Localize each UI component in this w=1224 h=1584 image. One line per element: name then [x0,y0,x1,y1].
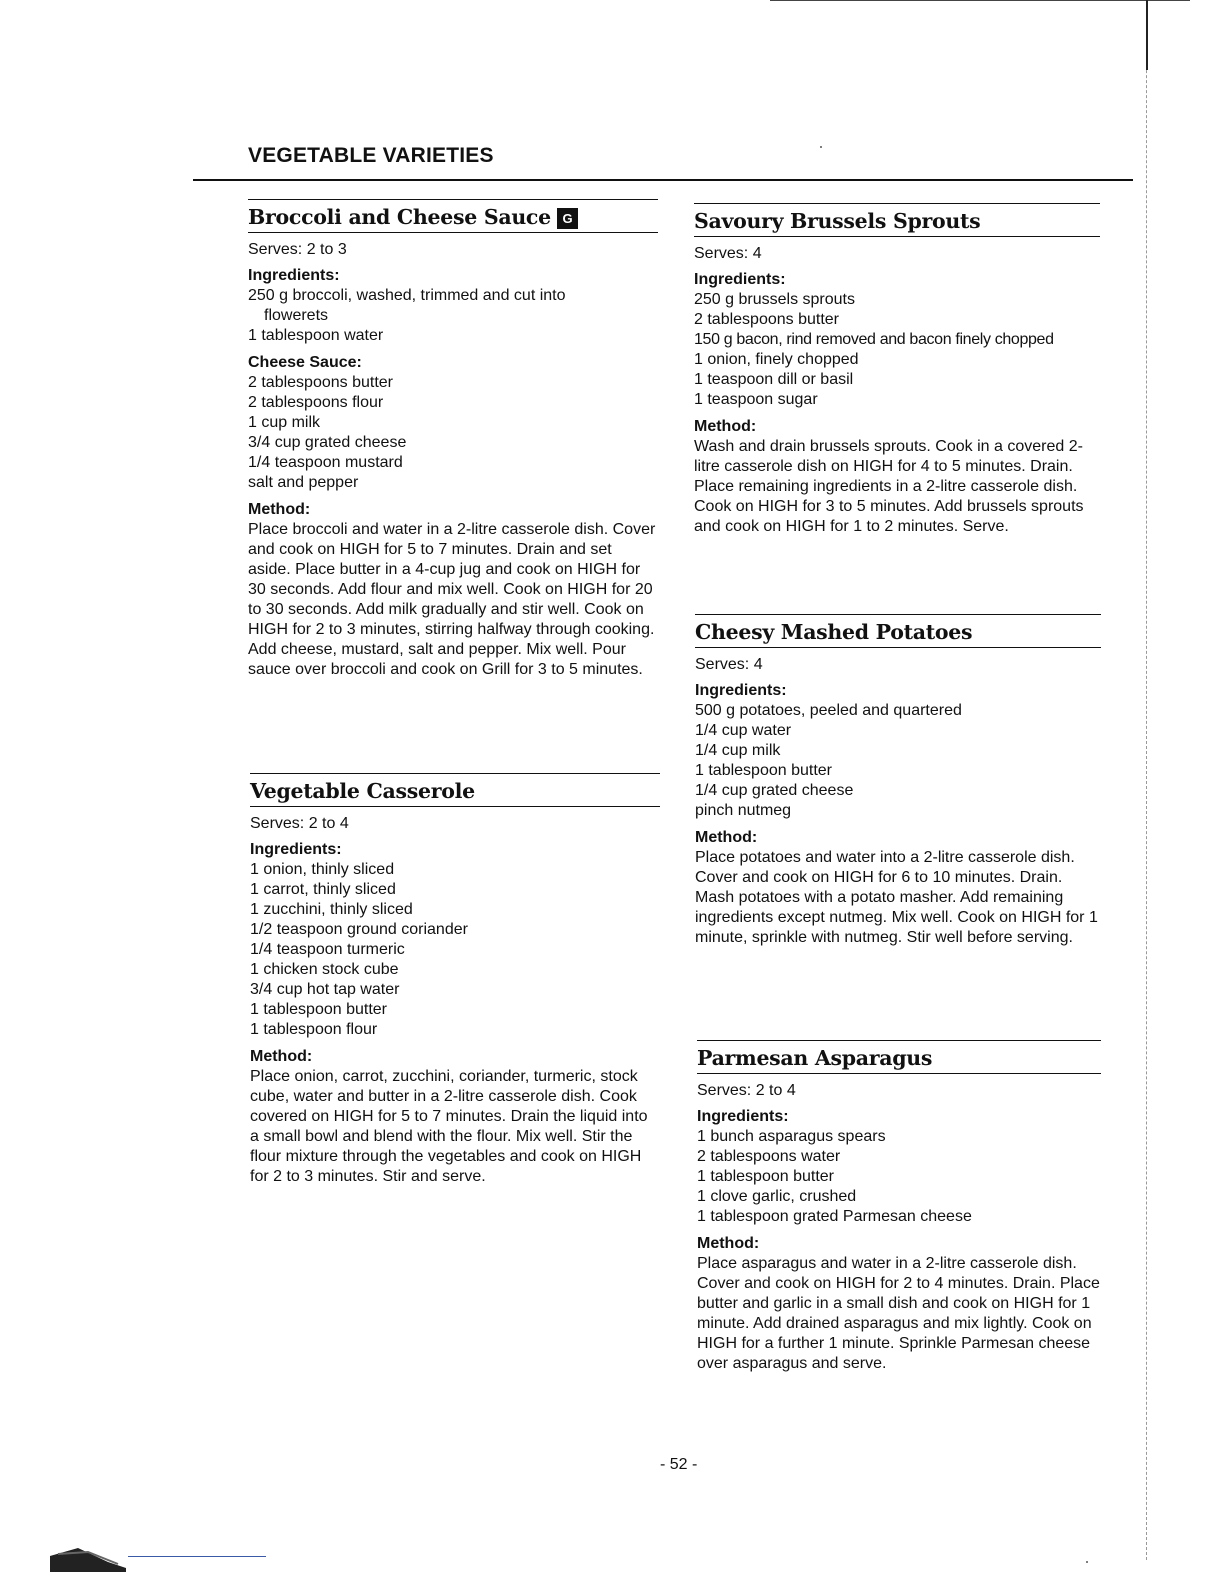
recipe-title-rule [695,647,1101,648]
method-text: Place broccoli and water in a 2-litre casserole dish. Cover and cook on HIGH for 5 to 7 minutes. Drain and set aside. Place butter in a 4-cup jug and cook on HIGH for 30 seconds. Add flour and mix well. Cook on HIGH for 20 to 30 seconds. Add milk gradually and stir well. Cook on HIGH for 2 to 3 minutes, stirring halfway through cooking. Add cheese, mustard, salt and pepper. Mix well. Pour sauce over broccoli and cook on Grill for 3 to 5 minutes. [248,521,656,678]
ingredient-item: 1 tablespoon butter [695,762,832,779]
ingredient-item: 1/4 cup milk [695,742,781,759]
serves-text: Serves: 2 to 3 [248,241,347,258]
ingredient-item: 2 tablespoons butter [694,311,839,328]
recipe-potatoes [695,614,1101,948]
ingredient-item: 2 tablespoons butter [248,374,393,391]
method-label: Method: [697,1235,760,1252]
ingredients-label: Ingredients: [694,271,786,288]
method-text: Place onion, carrot, zucchini, coriander, turmeric, stock cube, water and butter in a 2-litre casserole dish. Cook covered on HIGH for 5 to 7 minutes. Drain the liquid into a small bowl and blend with the flour. Mix well. Stir the flour mixture through the vegetables and cook on HIGH for 2 to 3 minutes. Stir and serve. [250,1068,648,1185]
sauce-label: Cheese Sauce: [248,354,362,371]
ingredient-item: 1 tablespoon flour [250,1021,378,1038]
method-paragraph: Place potatoes and water into a 2-litre casserole dish. Cover and cook on HIGH for 6 to 10 minutes. Drain. [695,849,1075,886]
ingredient-item: 3/4 cup hot tap water [250,981,400,998]
ingredient-item: 1 teaspoon sugar [694,391,818,408]
section-title: VEGETABLE VARIETIES [248,144,494,167]
ingredient-item: 1 onion, thinly sliced [250,861,395,878]
ingredient-item: 1/4 cup grated cheese [695,782,854,799]
method-label: Method: [695,829,758,846]
ingredient-item: 1 onion, finely chopped [694,351,859,368]
ingredient-item: 1/4 teaspoon mustard [248,454,403,471]
ingredient-item: 1 cup milk [248,414,321,431]
ingredient-item: 1 clove garlic, crushed [697,1188,857,1205]
scan-line [128,1556,266,1557]
recipe-title-rule [697,1073,1101,1074]
method-paragraph: Mash potatoes with a potato masher. Add remaining ingredients except nutmeg. Mix well. Cook on HIGH for 1 minute, sprinkle with nutmeg. Stir well before serving. [695,889,1098,946]
recipe-title-rule [248,232,658,233]
serves-text: Serves: 2 to 4 [697,1082,796,1099]
method-label: Method: [694,418,757,435]
recipe-casserole [250,773,660,1187]
page-number: - 52 - [660,1456,698,1473]
method-text: Wash and drain brussels sprouts. Cook in a covered 2-litre casserole dish on HIGH for 4 to 5 minutes. Drain. Place remaining ingredients in a 2-litre casserole dish. Cook on HIGH for 3 to 5 minutes. Add brussels sprouts and cook on HIGH for 1 to 2 minutes. Serve. [694,438,1084,535]
ingredient-item: 1/2 teaspoon ground coriander [250,921,468,938]
ingredient-item: 150 g bacon, rind removed and bacon finely chopped [694,331,1054,348]
ingredient-item: salt and pepper [248,474,359,491]
ingredient-item: 1 bunch asparagus spears [697,1128,886,1145]
ingredient-item: 3/4 cup grated cheese [248,434,407,451]
ingredient-item: 2 tablespoons flour [248,394,384,411]
ingredients-label: Ingredients: [697,1108,789,1125]
ingredient-item: 2 tablespoons water [697,1148,841,1165]
scan-edge-right-mark [1146,0,1148,70]
serves-text: Serves: 2 to 4 [250,815,349,832]
recipe-sprouts [694,203,1100,537]
section-rule [193,179,1133,181]
ingredients-label: Ingredients: [250,841,342,858]
recipe-title [248,200,658,232]
recipe-title: Vegetable Casserole [250,779,475,803]
ingredient-item: 1 teaspoon dill or basil [694,371,854,388]
ingredient-item: flowerets [264,307,329,324]
method-label: Method: [250,1048,313,1065]
ingredient-item: 1 tablespoon butter [250,1001,387,1018]
scan-edge-top [770,0,1190,1]
ingredient-item: 1 chicken stock cube [250,961,399,978]
ingredient-item: 1/4 teaspoon turmeric [250,941,405,958]
ingredient-item: 1 carrot, thinly sliced [250,881,396,898]
ingredient-item: 1 tablespoon grated Parmesan cheese [697,1208,972,1225]
recipe-title-text: Broccoli and Cheese Sauce [248,205,551,229]
ingredient-item: 500 g potatoes, peeled and quartered [695,702,962,719]
scan-speck [820,146,822,148]
ingredient-item: 250 g brussels sprouts [694,291,855,308]
scan-smudge [48,1534,128,1574]
ingredient-item: 1 tablespoon water [248,327,384,344]
method-text: Place asparagus and water in a 2-litre casserole dish. Cover and cook on HIGH for 2 to 4 minutes. Drain. Place butter and garlic in a small dish and cook on HIGH for 1 minute. Add drained asparagus and mix lightly. Cook on HIGH for a further 1 minute. Sprinkle Parmesan cheese over asparagus and serve. [697,1255,1100,1372]
recipe-title-rule [694,236,1100,237]
recipe-broccoli [248,199,658,680]
ingredient-item: 250 g broccoli, washed, trimmed and cut into [248,287,566,304]
serves-text: Serves: 4 [695,656,763,673]
ingredient-item: 1/4 cup water [695,722,792,739]
method-text [695,848,1101,948]
serves-text: Serves: 4 [694,245,762,262]
scan-edge-right [1146,0,1147,1560]
scan-speck [1086,1561,1088,1563]
ingredient-item: pinch nutmeg [695,802,792,819]
ingredient-item: 1 zucchini, thinly sliced [250,901,413,918]
recipe-title: Parmesan Asparagus [697,1046,933,1070]
recipe-title-rule [250,806,660,807]
ingredients-label: Ingredients: [695,682,787,699]
ingredient-item: 1 tablespoon butter [697,1168,834,1185]
method-label: Method: [248,501,311,518]
ingredients-label: Ingredients: [248,267,340,284]
recipe-title: Savoury Brussels Sprouts [694,209,981,233]
grill-icon: G [557,208,578,229]
recipe-title: Cheesy Mashed Potatoes [695,620,973,644]
recipe-asparagus [697,1040,1101,1374]
